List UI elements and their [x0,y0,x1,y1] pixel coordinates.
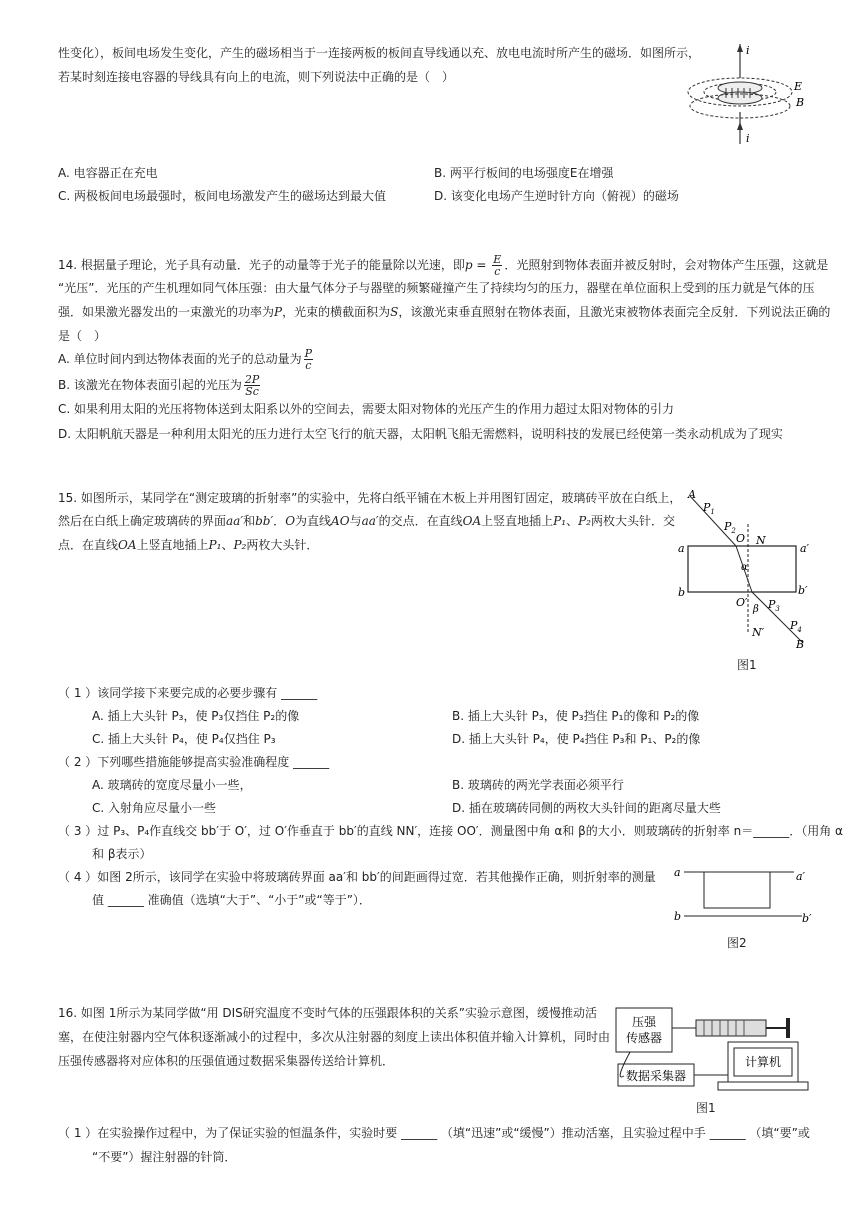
svg-text:O: O [736,532,746,545]
q14-text-line4: 是（ ） [58,329,107,343]
data-collector-label: 数据采集器 [625,1069,687,1083]
svg-text:P2: $P_2$ [724,520,736,535]
q16-text-line1: 16. 如图 1所示为某同学做“用 DIS研究温度不变时气体的压强跟体积的关系”实验示意图，缓慢推动活 [58,1006,597,1020]
svg-text:A: A [688,488,696,501]
svg-text:a: a [678,542,685,555]
svg-text:b′: b′ [802,912,812,925]
refraction-figure-1 [670,484,820,654]
q14-option-d[interactable]: D. 太阳帆航天器是一种利用太阳光的压力进行太空飞行的航天器，太阳帆飞船无需燃料，说明科技的发展已经使第一类永动机成为了现实 [58,427,783,441]
q15-sub4-line2: 值 ______ 准确值（选填“大于”、“小于”或“等于”）． [92,893,371,907]
q15-text-line2: 然后在白纸上确定玻璃砖的界面aa′和bb′．O为直线AO与aa′的交点．在直线OA上竖直地插上P₁、P₂两枚大头针．交 [58,514,675,528]
svg-text:b: b [678,586,686,599]
refraction-figure-2 [670,864,820,924]
svg-text:b: b [674,910,682,923]
q15-text-line3: 点．在直线OA上竖直地插上P₁、P₂两枚大头针． [58,538,319,552]
solenoid-capacitor-figure [680,40,810,150]
syringe-icon [696,1020,766,1036]
q13-option-a[interactable]: A. 电容器正在充电 [58,166,158,180]
q16-figure-caption: 图1 [696,1101,716,1115]
svg-text:P1: $P_1$ [703,501,715,516]
q14-option-b[interactable]: B. 该激光在物体表面引起的光压为 $\frac{2P}{Sc}$ [58,373,260,398]
svg-text:a′: a′ [796,870,806,883]
q15-sub2-option-b[interactable]: B. 玻璃砖的两光学表面必须平行 [452,778,624,792]
q13-text-line1: 性变化），板间电场发生变化，产生的磁场相当于一连接两板的板间直导线通以充、放电电流时所产生的磁场．如图所示， [58,46,701,60]
q15-sub3-line2: 和 β表示） [92,847,152,861]
q13-option-b[interactable]: B. 两平行板间的电场强度E在增强 [434,166,614,180]
q13-option-c[interactable]: C. 两极板间电场最强时，板间电场激发产生的磁场达到最大值 [58,189,387,203]
svg-text:N′: N′ [752,626,765,639]
q15-sub2-option-c[interactable]: C. 入射角应尽量小一些 [92,801,217,815]
dis-apparatus-figure [600,1002,815,1112]
q14-text-line3: 强．如果激光器发出的一束激光的功率为P，光束的横截面积为S，该激光束垂直照射在物体表面，且激光束被物体表面完全反射．下列说法正确的 [58,305,831,319]
q15-sub2: （ 2 ）下列哪些措施能够提高实验准确程度 ______ [58,755,330,769]
q16-text-line2: 塞，在使注射器内空气体积逐渐减小的过程中，多次从注射器的刻度上读出体积值并输入计算机，同时由 [58,1030,611,1044]
current-label-top: i [746,44,750,57]
svg-text:N: N [756,534,766,547]
q14-option-c[interactable]: C. 如果利用太阳的光压将物体送到太阳系以外的空间去，需要太阳对物体的光压产生的作用力超过太阳对物体的引力 [58,402,675,416]
field-label-E: E [794,80,803,93]
q13-text-line2: 若某时刻连接电容器的导线具有向上的电流，则下列说法中正确的是（ ） [58,70,455,84]
q16-text-line3: 压强传感器将对应体积的压强值通过数据采集器传送给计算机． [58,1054,395,1068]
formula-fraction: $\frac{E}{c}$ [493,253,502,278]
q15-sub1-option-c[interactable]: C. 插上大头针 P₄，使 P₄仅挡住 P₃ [92,732,276,746]
svg-text:B: B [796,638,805,651]
q15-sub1-option-d[interactable]: D. 插上大头针 P₄，使 P₄挡住 P₃和 P₁、P₂的像 [452,732,701,746]
formula-lhs: p = [464,258,491,272]
svg-text:P3: $P_3$ [768,598,780,613]
current-label-bottom: i [746,132,750,145]
q14-text-line2: “光压”．光压的产生机理如同气体压强：由大量气体分子与器壁的频繁碰撞产生了持续均匀的压力，器壁在单位面积上受到的压力就是气体的压 [58,281,815,295]
computer-label: 计算机 [744,1055,782,1069]
q14-text-line1: 14. 根据量子理论，光子具有动量．光子的动量等于光子的能量除以光速，即p = $\frac{E}{c}$ ．光照射到物体表面并被反射时，会对物体产生压强，这就是 [58,253,829,278]
field-label-B: B [796,96,805,109]
q15-sub2-option-a[interactable]: A. 玻璃砖的宽度尽量小一些， [92,778,252,792]
svg-text:β: β [753,604,759,615]
q16-sub1-line1: （ 1 ）在实验操作过程中，为了保证实验的恒温条件，实验时要 ______ （填“迅速”或“缓慢”）推动活塞，且实验过程中手 ______ （填“要”或 [58,1126,810,1140]
q15-sub1: （ 1 ）该同学接下来要完成的必要步骤有 ______ [58,686,318,700]
q15-sub1-option-a[interactable]: A. 插上大头针 P₃，使 P₃仅挡住 P₂的像 [92,709,300,723]
svg-text:a: a [674,866,681,879]
svg-text:O′: O′ [736,596,748,609]
q16-sub1-line2: “不要”）握注射器的针筒． [92,1150,237,1164]
q14-option-a[interactable]: A. 单位时间内到达物体表面的光子的总动量为 $\frac{P}{c}$ [58,347,313,372]
pressure-sensor-label-2: 传感器 [625,1031,663,1045]
q15-sub1-option-b[interactable]: B. 插上大头针 P₃，使 P₃挡住 P₁的像和 P₂的像 [452,709,700,723]
q15-sub2-option-d[interactable]: D. 插在玻璃砖同侧的两枚大头针间的距离尽量大些 [452,801,721,815]
q15-sub3-line1: （ 3 ）过 P₃、P₄作直线交 bb′于 O′，过 O′作垂直于 bb′的直线 NN′，连接 OO′．测量图中角 α和 β的大小．则玻璃砖的折射率 n＝______．（用角 α [58,824,843,838]
svg-text:P4: $P_4$ [790,619,802,634]
svg-text:a′: a′ [800,542,810,555]
pressure-sensor-label-1: 压强 [631,1015,657,1029]
svg-text:α: α [741,562,748,573]
figure-1-caption: 图1 [737,658,757,672]
q13-option-d[interactable]: D. 该变化电场产生逆时针方向（俯视）的磁场 [434,189,679,203]
q15-sub4-line1: （ 4 ）如图 2所示，该同学在实验中将玻璃砖界面 aa′和 bb′的间距画得过宽．若其他操作正确，则折射率的测量 [58,870,656,884]
figure-2-caption: 图2 [727,936,747,950]
svg-text:b′: b′ [798,584,808,597]
q15-text-line1: 15. 如图所示，某同学在“测定玻璃的折射率”的实验中，先将白纸平铺在木板上并用图钉固定，玻璃砖平放在白纸上， [58,491,682,505]
